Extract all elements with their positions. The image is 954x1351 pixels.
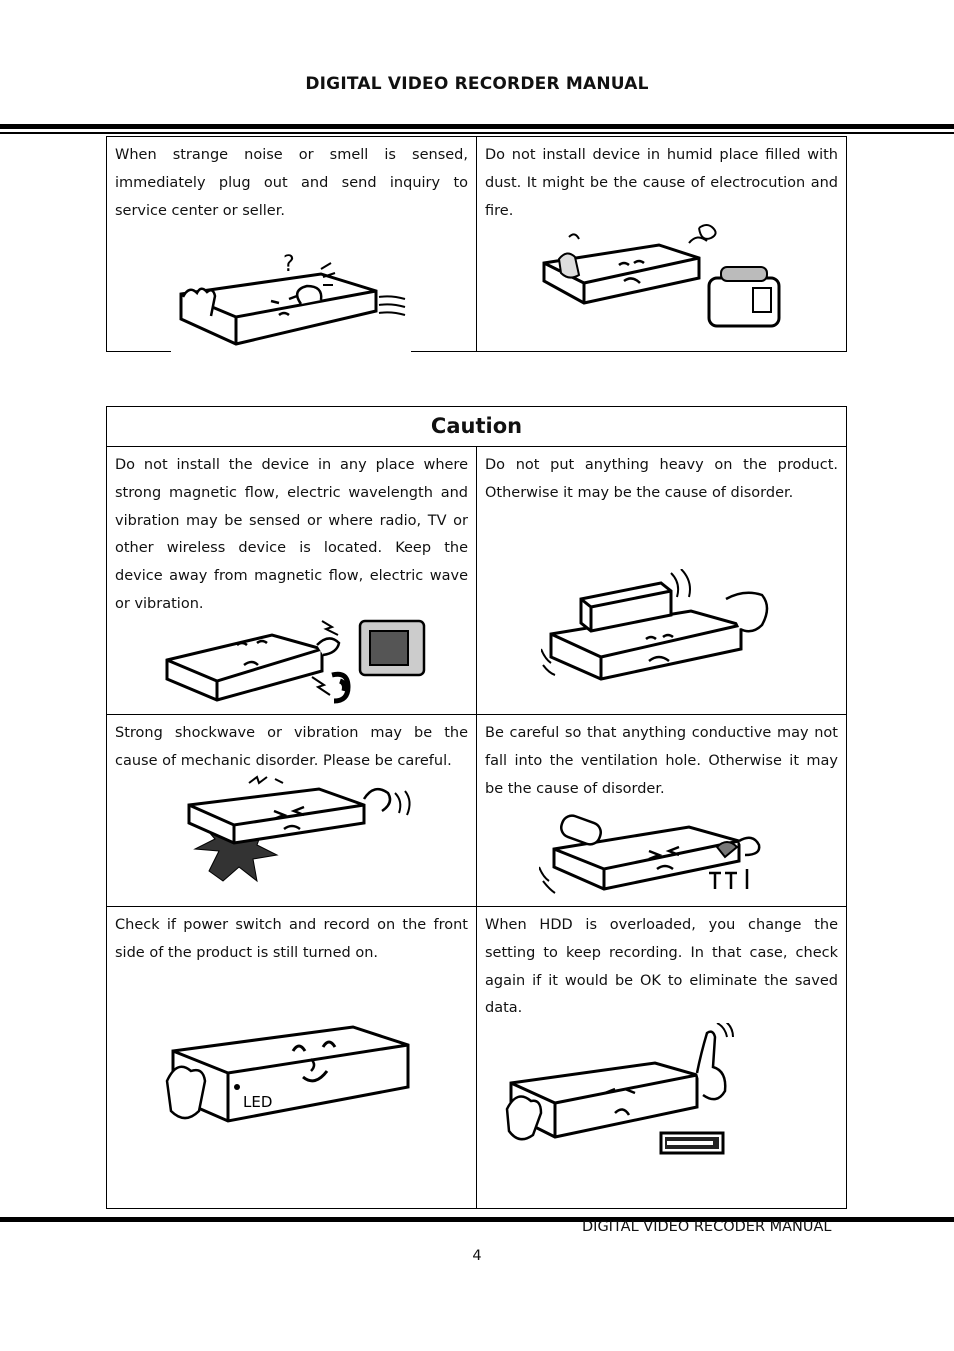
dvr-led-icon: [163, 1021, 413, 1146]
caution-text-conductive: Be careful so that anything conductive may not fall into the ventilation hole. Otherwise it may be the cause of disorder.: [485, 725, 838, 797]
caution-cell-magnetic: [107, 447, 477, 715]
caution-cell-conductive: [477, 715, 847, 907]
dvr-humidifier-icon: [539, 223, 789, 328]
caution-heading: Caution: [107, 407, 847, 447]
caution-cell-heavy: [477, 447, 847, 715]
dvr-heavy-box-icon: [541, 569, 781, 689]
page-header-title: DIGITAL VIDEO RECORDER MANUAL: [305, 74, 649, 94]
caution-text-magnetic: Do not install the device in any place where strong magnetic flow, electric wavelength and vibration may be sensed or where radio, TV or other wireless device is located. Keep the device away from magnetic flow, electric wave or vibration.: [115, 457, 468, 612]
caution-text-hdd: When HDD is overloaded, you change the setting to keep recording. In that case, check again if it would be OK to eliminate the saved data.: [485, 917, 838, 1017]
warning-table: [106, 136, 847, 352]
header-rule-thin: [0, 132, 954, 134]
warning-text-noise: When strange noise or smell is sensed, immediately plug out and send inquiry to service center or seller.: [115, 147, 468, 219]
warning-cell-noise: [107, 137, 477, 352]
caution-cell-led: [107, 907, 477, 1209]
caution-text-heavy: Do not put anything heavy on the product. Otherwise it may be the cause of disorder.: [485, 457, 838, 501]
dvr-noise-smell-icon: [171, 249, 411, 349]
dvr-conductive-pins-icon: [539, 811, 779, 906]
svg-text:?: ?: [283, 252, 295, 277]
dvr-hdd-overload-icon: [505, 1023, 755, 1163]
caution-text-led: Check if power switch and record on the front side of the product is still turned on.: [115, 917, 468, 961]
caution-cell-shockwave: [107, 715, 477, 907]
warning-cell-humid: [477, 137, 847, 352]
footer-title: DIGITAL VIDEO RECODER MANUAL: [582, 1219, 832, 1235]
table-gap: [171, 348, 411, 352]
dvr-magnet-tv-icon: [162, 615, 437, 710]
warning-text-humid: Do not install device in humid place filled with dust. It might be the cause of electrocution and fire.: [485, 147, 838, 219]
header-rule-thick: [0, 124, 954, 129]
caution-text-shockwave: Strong shockwave or vibration may be the cause of mechanic disorder. Please be careful.: [115, 725, 468, 769]
caution-cell-hdd: [477, 907, 847, 1209]
page-number: 4: [472, 1248, 482, 1264]
caution-table: [106, 406, 847, 1209]
dvr-shockwave-icon: [179, 775, 419, 885]
led-label: LED: [243, 1093, 273, 1111]
